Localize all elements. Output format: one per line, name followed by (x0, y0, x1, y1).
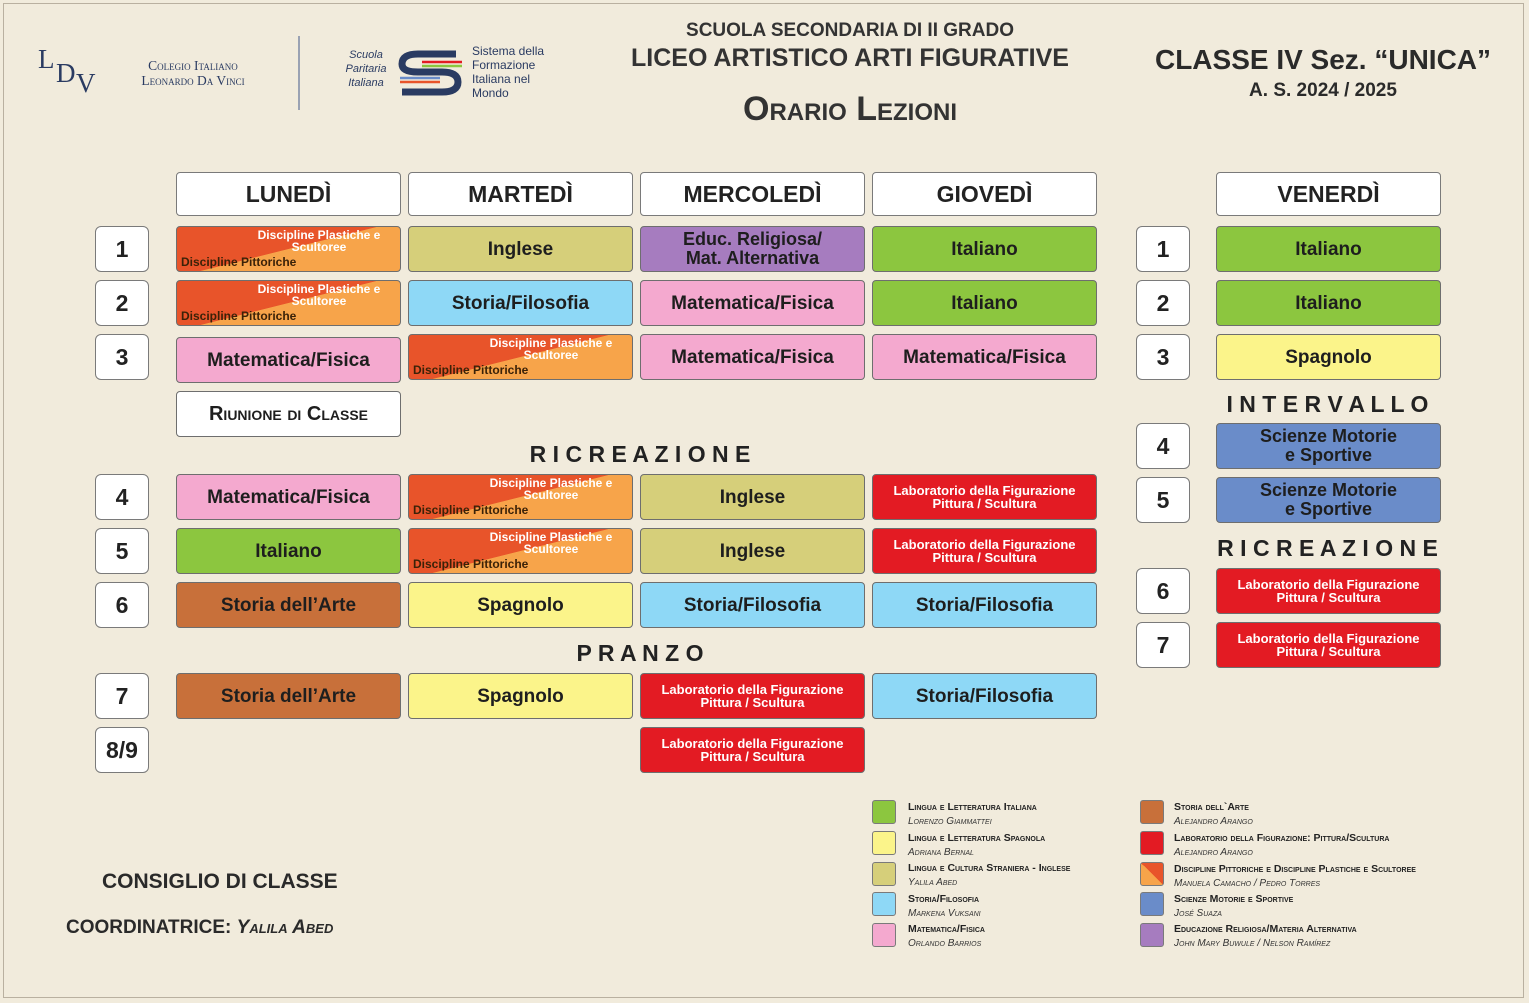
period-number: 8/9 (95, 727, 149, 773)
period-number: 3 (95, 334, 149, 380)
lesson-laboratorio (872, 474, 1097, 520)
lesson-inglese: Inglese (640, 474, 865, 520)
legend-swatch-inglese (872, 862, 896, 886)
lesson-inglese: Inglese (408, 226, 633, 272)
period-number-friday: 6 (1136, 568, 1190, 614)
lesson-label-line: Laboratorio della Figurazione (661, 682, 844, 697)
break-pranzo: P R A N Z O (576, 640, 704, 666)
legend-swatch-matematica (872, 923, 896, 947)
legend-subject: Lingua e Cultura Straniera - Inglese (908, 862, 1071, 874)
class-label: CLASSE IV Sez. “UNICA” (1154, 44, 1492, 75)
lesson-label-line: Laboratorio della Figurazione (1237, 631, 1420, 646)
legend-subject: Scienze Motorie e Sportive (1174, 893, 1294, 905)
day-header-wednesday: MERCOLEDÌ (640, 172, 865, 216)
sfi-right-text (472, 44, 562, 100)
lesson-storia-filosofia: Storia/Filosofia (872, 582, 1097, 628)
lesson-discipline-pittoriche (176, 280, 401, 326)
lesson-matematica-fisica: Matematica/Fisica (640, 334, 865, 380)
legend-swatch-spagnolo (872, 831, 896, 855)
lesson-label-line: Laboratorio della Figurazione (893, 483, 1076, 498)
period-number-friday: 1 (1136, 226, 1190, 272)
lesson-spagnolo: Spagnolo (408, 582, 633, 628)
lesson-scienze-motorie (1216, 477, 1441, 523)
lesson-matematica-fisica: Matematica/Fisica (176, 337, 401, 383)
legend-teacher: Manuela Camacho / Pedro Torres (1174, 878, 1321, 889)
logo-divider (298, 36, 300, 110)
sfi-left-line: Scuola (349, 49, 383, 61)
lesson-label-line: Mat. Alternativa (685, 248, 820, 268)
lesson-label-line: Pittura / Scultura (1276, 644, 1381, 659)
legend-subject: Storia/Filosofia (908, 893, 980, 905)
legend-teacher: John Mary Buwule / Nelson Ramírez (1174, 938, 1331, 949)
day-header-tuesday: MARTEDÌ (408, 172, 633, 216)
legend-teacher: Orlando Barrios (908, 938, 982, 949)
lesson-discipline-pittoriche (176, 226, 401, 272)
lesson-split-top-label: Discipline Plastiche e Scultoree (489, 336, 613, 362)
lesson-split-top-label: Discipline Plastiche e Scultoree (257, 282, 381, 308)
lesson-label-line: e Sportive (1284, 445, 1373, 465)
coordinatrice (66, 917, 333, 939)
lesson-storia-filosofia: Storia/Filosofia (408, 280, 633, 326)
coordinatrice-label: COORDINATRICE: (66, 917, 232, 938)
period-number-friday: 5 (1136, 477, 1190, 523)
lesson-label-line: Pittura / Scultura (932, 496, 1037, 511)
lesson-italiano: Italiano (872, 226, 1097, 272)
legend-teacher: Alejandro Arango (1174, 816, 1253, 827)
period-number: 7 (95, 673, 149, 719)
legend-subject: Matematica/Fisica (908, 923, 985, 935)
break-ricreazione-friday: R I C R E A Z I O N E (1217, 535, 1438, 561)
lesson-laboratorio (640, 727, 865, 773)
lesson-split-bottom-label: Discipline Pittoriche (181, 309, 297, 323)
lesson-discipline-pittoriche (408, 474, 633, 520)
lesson-italiano: Italiano (1216, 280, 1441, 326)
lesson-matematica-fisica: Matematica/Fisica (176, 474, 401, 520)
legend-subject: Lingua e Letteratura Spagnola (908, 832, 1046, 844)
page-title: Orario Lezioni (743, 90, 957, 128)
lesson-label-line: Scienze Motorie (1259, 426, 1398, 446)
lesson-split-bottom-label: Discipline Pittoriche (181, 255, 297, 269)
day-header-monday: LUNEDÌ (176, 172, 401, 216)
lesson-storia-filosofia: Storia/Filosofia (872, 673, 1097, 719)
lesson-italiano: Italiano (1216, 226, 1441, 272)
lesson-spagnolo: Spagnolo (408, 673, 633, 719)
sfi-right-line: Formazione (472, 58, 536, 72)
sfi-left-line: Paritaria (345, 63, 387, 75)
lesson-discipline-pittoriche (408, 334, 633, 380)
lesson-italiano: Italiano (872, 280, 1097, 326)
riunione-di-classe: Riunione di Classe (176, 391, 401, 437)
legend-swatch-laboratorio (1140, 831, 1164, 855)
school-name-line-2: Leonardo Da Vinci (141, 73, 245, 88)
logo-letter-d: D (56, 58, 76, 88)
school-name (113, 58, 273, 88)
lesson-matematica-fisica: Matematica/Fisica (872, 334, 1097, 380)
lesson-label-line: Educ. Religiosa/ (682, 229, 823, 249)
lesson-label-line: Laboratorio della Figurazione (661, 736, 844, 751)
lesson-split-top-label: Discipline Plastiche e Scultoree (489, 476, 613, 502)
lesson-laboratorio (640, 673, 865, 719)
legend-subject: Lingua e Letteratura Italiana (908, 801, 1037, 813)
lesson-label-line: Pittura / Scultura (700, 695, 805, 710)
legend-subject: Storia dell`Arte (1174, 801, 1249, 813)
legend-teacher: Yalila Abed (908, 877, 958, 888)
lesson-split-top-label: Discipline Plastiche e Scultoree (489, 530, 613, 556)
lesson-spagnolo: Spagnolo (1216, 334, 1441, 380)
lesson-split-bottom-label: Discipline Pittoriche (413, 503, 529, 517)
legend-teacher: Markena Vuksani (908, 908, 981, 919)
day-header-thursday: GIOVEDÌ (872, 172, 1097, 216)
lesson-label-line: Laboratorio della Figurazione (893, 537, 1076, 552)
consiglio-di-classe: CONSIGLIO DI CLASSE (102, 870, 338, 893)
school-level: SCUOLA SECONDARIA DI II GRADO (686, 20, 1014, 41)
lesson-matematica-fisica: Matematica/Fisica (640, 280, 865, 326)
lesson-italiano: Italiano (176, 528, 401, 574)
legend-swatch-discipline (1140, 862, 1164, 886)
legend-subject: Educazione Religiosa/Materia Alternativa (1174, 923, 1357, 935)
legend-teacher: Alejandro Arango (1174, 847, 1253, 858)
break-intervallo: I N T E R V A L L O (1226, 391, 1429, 417)
lesson-laboratorio (1216, 622, 1441, 668)
legend-swatch-italiano (872, 800, 896, 824)
logo-letter-l: L (38, 44, 55, 74)
coordinatrice-name: Yalila Abed (236, 917, 334, 938)
legend-swatch-storia-arte (1140, 800, 1164, 824)
lesson-discipline-pittoriche (408, 528, 633, 574)
ldv-logo (38, 44, 104, 98)
period-number: 1 (95, 226, 149, 272)
legend-teacher: José Suaza (1174, 908, 1222, 919)
sfi-right-line: Sistema della (472, 44, 545, 58)
break-ricreazione: R I C R E A Z I O N E (529, 441, 751, 467)
sfi-right-line: Italiana nel (472, 72, 531, 86)
lesson-laboratorio (1216, 568, 1441, 614)
lesson-split-bottom-label: Discipline Pittoriche (413, 557, 529, 571)
sfi-logo-icon (396, 44, 466, 100)
lesson-label-line: Pittura / Scultura (1276, 590, 1381, 605)
legend-teacher: Lorenzo Giammattei (908, 816, 992, 827)
lesson-religione (640, 226, 865, 272)
legend-subject: Discipline Pittoriche e Discipline Plastiche e Scultoree (1174, 863, 1416, 875)
lesson-storia-filosofia: Storia/Filosofia (640, 582, 865, 628)
lesson-split-bottom-label: Discipline Pittoriche (413, 363, 529, 377)
school-type: LICEO ARTISTICO ARTI FIGURATIVE (631, 44, 1069, 72)
lesson-storia-arte: Storia dell’Arte (176, 673, 401, 719)
sfi-left-text (340, 48, 392, 90)
school-name-line-1: Colegio Italiano (148, 58, 238, 73)
logo-letter-v: V (76, 68, 96, 98)
period-number: 4 (95, 474, 149, 520)
sfi-right-line: Mondo (472, 86, 509, 100)
lesson-label-line: Scienze Motorie (1259, 480, 1398, 500)
legend-subject: Laboratorio della Figurazione: Pittura/Scultura (1174, 832, 1390, 844)
school-year: A. S. 2024 / 2025 (1249, 80, 1397, 101)
lesson-split-top-label: Discipline Plastiche e Scultoree (257, 228, 381, 254)
lesson-storia-arte: Storia dell’Arte (176, 582, 401, 628)
period-number: 6 (95, 582, 149, 628)
legend-teacher: Adriana Bernal (908, 847, 974, 858)
period-number: 5 (95, 528, 149, 574)
period-number: 2 (95, 280, 149, 326)
lesson-label-line: Pittura / Scultura (932, 550, 1037, 565)
sfi-left-line: Italiana (348, 77, 384, 89)
period-number-friday: 3 (1136, 334, 1190, 380)
legend-swatch-motorie (1140, 892, 1164, 916)
lesson-laboratorio (872, 528, 1097, 574)
period-number-friday: 4 (1136, 423, 1190, 469)
period-number-friday: 7 (1136, 622, 1190, 668)
lesson-label-line: Laboratorio della Figurazione (1237, 577, 1420, 592)
lesson-inglese: Inglese (640, 528, 865, 574)
lesson-label-line: e Sportive (1284, 499, 1373, 519)
legend-swatch-storia-filosofia (872, 892, 896, 916)
period-number-friday: 2 (1136, 280, 1190, 326)
legend-swatch-religione (1140, 923, 1164, 947)
lesson-label-line: Pittura / Scultura (700, 749, 805, 764)
day-header-friday: VENERDÌ (1216, 172, 1441, 216)
lesson-scienze-motorie (1216, 423, 1441, 469)
